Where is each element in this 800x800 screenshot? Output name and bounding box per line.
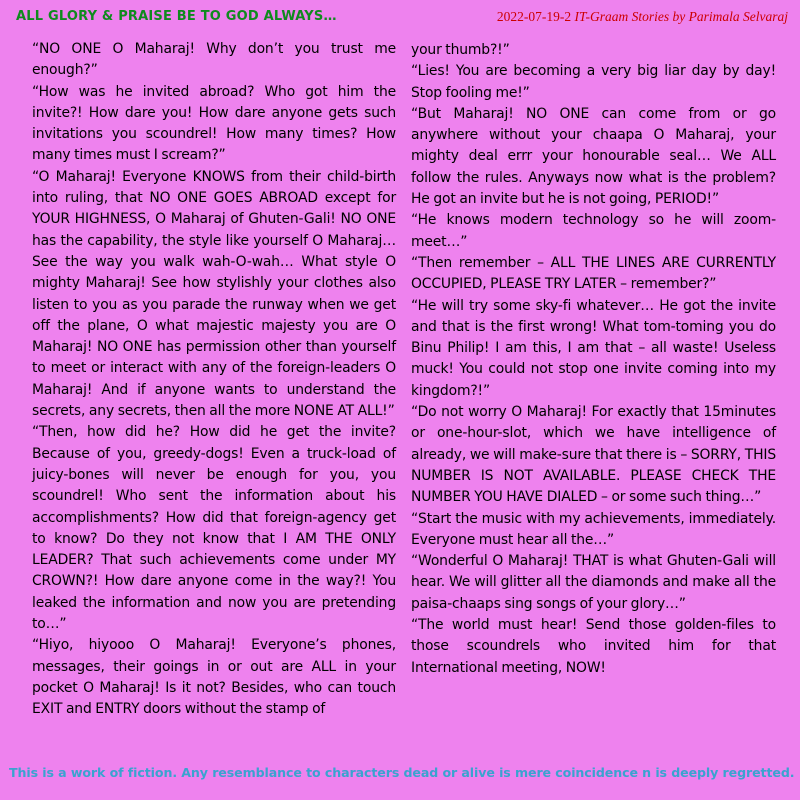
story-paragraph: “How was he invited abroad? Who got him the invite?! How dare you! How dare anyone gets such invitations you scoundrel! How many times? How many times must I scream?” bbox=[32, 83, 396, 164]
story-paragraph: “Then remember – ALL THE LINES ARE CURRENTLY OCCUPIED, PLEASE TRY LATER – remember?” bbox=[411, 254, 776, 293]
story-paragraph: “Hiyo, hiyooo O Maharaj! Everyone’s phones, messages, their goings in or out are ALL in your pocket O Maharaj! Is it not? Besides, who can touch EXIT and ENTRY doors without the stamp of bbox=[32, 637, 396, 718]
story-paragraph: “Start the music with my achievements, immediately. Everyone must hear all the…” bbox=[411, 510, 776, 548]
story-paragraph: “Then, how did he? How did he get the invite? Because of you, greedy-dogs! Even a truck-load of juicy-bones will never be enough for you, you scoundrel! Who sent the information about his accomplishments? How did that foreign-agency get to know? Do they not know that I AM THE ONLY LEADER? That such achievements come under MY CROWN?! How dare anyone come in the way?! You leaked the information and now you are pretending to…” bbox=[32, 424, 396, 633]
story-paragraph: “O Maharaj! Everyone KNOWS from their child-birth into ruling, that NO ONE GOES ABROAD except for YOUR HIGHNESS, O Maharaj of Ghuten-Gali! NO ONE has the capability, the style like yourself O Maharaj… See the way you walk wah-O-wah… What style O mighty Maharaj! See how stylishly your clothes also listen to you as you parade the runway when we get off the plane, O what majestic majesty you are O Maharaj! NO ONE has permission other than yourself to meet or interact with any of the foreign-leaders O Maharaj! And if anyone wants to understand the secrets, any secrets, then all the more NONE AT ALL!” bbox=[32, 168, 396, 420]
story-paragraph: “He knows modern technology so he will zoom-meet…” bbox=[411, 212, 776, 250]
story-paragraph: your thumb?!” bbox=[411, 42, 510, 58]
story-paragraph: “But Maharaj! NO ONE can come from or go anywhere without your chaapa O Maharaj, your mighty deal errr your honourable seal… We ALL follow the rules. Anyways now what is the problem? He got an invite but he is not going, PERIOD!” bbox=[411, 105, 776, 208]
story-paragraph: “Wonderful O Maharaj! THAT is what Ghuten-Gali will hear. We will glitter all the diamonds and make all the paisa-chaaps sing songs of your glory…” bbox=[411, 553, 776, 612]
story-paragraph: “He will try some sky-fi whatever… He got the invite and that is the first wrong! What tom-toming you do Binu Philip! I am this, I am that – all waste! Useless muck! You could not stop one invite coming into my kingdom?!” bbox=[411, 297, 776, 399]
header-tagline: ALL GLORY & PRAISE BE TO GOD ALWAYS… bbox=[16, 9, 337, 24]
story-paragraph: “The world must hear! Send those golden-files to those scoundrels who invited him for that International meeting, NOW! bbox=[411, 617, 776, 676]
story-right-column bbox=[411, 40, 776, 679]
header-series-title: IT-Graam Stories by Parimala Selvaraj bbox=[574, 9, 788, 24]
header-date: 2022-07-19-2 bbox=[496, 9, 572, 24]
story-paragraph: “Do not worry O Maharaj! For exactly that 15minutes or one-hour-slot, which we have intelligence of already, we will make-sure that there is – SORRY, THIS NUMBER IS NOT AVAILABLE. PLEASE CHECK THE NUMBER YOU HAVE DIALED – or some such thing…” bbox=[411, 404, 776, 506]
story-left-column bbox=[32, 39, 396, 721]
story-paragraph: “NO ONE O Maharaj! Why don’t you trust me enough?” bbox=[32, 41, 396, 79]
story-paragraph: “Lies! You are becoming a very big liar day by day! Stop fooling me!” bbox=[411, 63, 776, 101]
header-byline bbox=[497, 9, 788, 25]
fiction-disclaimer: This is a work of fiction. Any resemblance to characters dead or alive is mere coincidence n is deeply regretted. bbox=[9, 765, 795, 780]
